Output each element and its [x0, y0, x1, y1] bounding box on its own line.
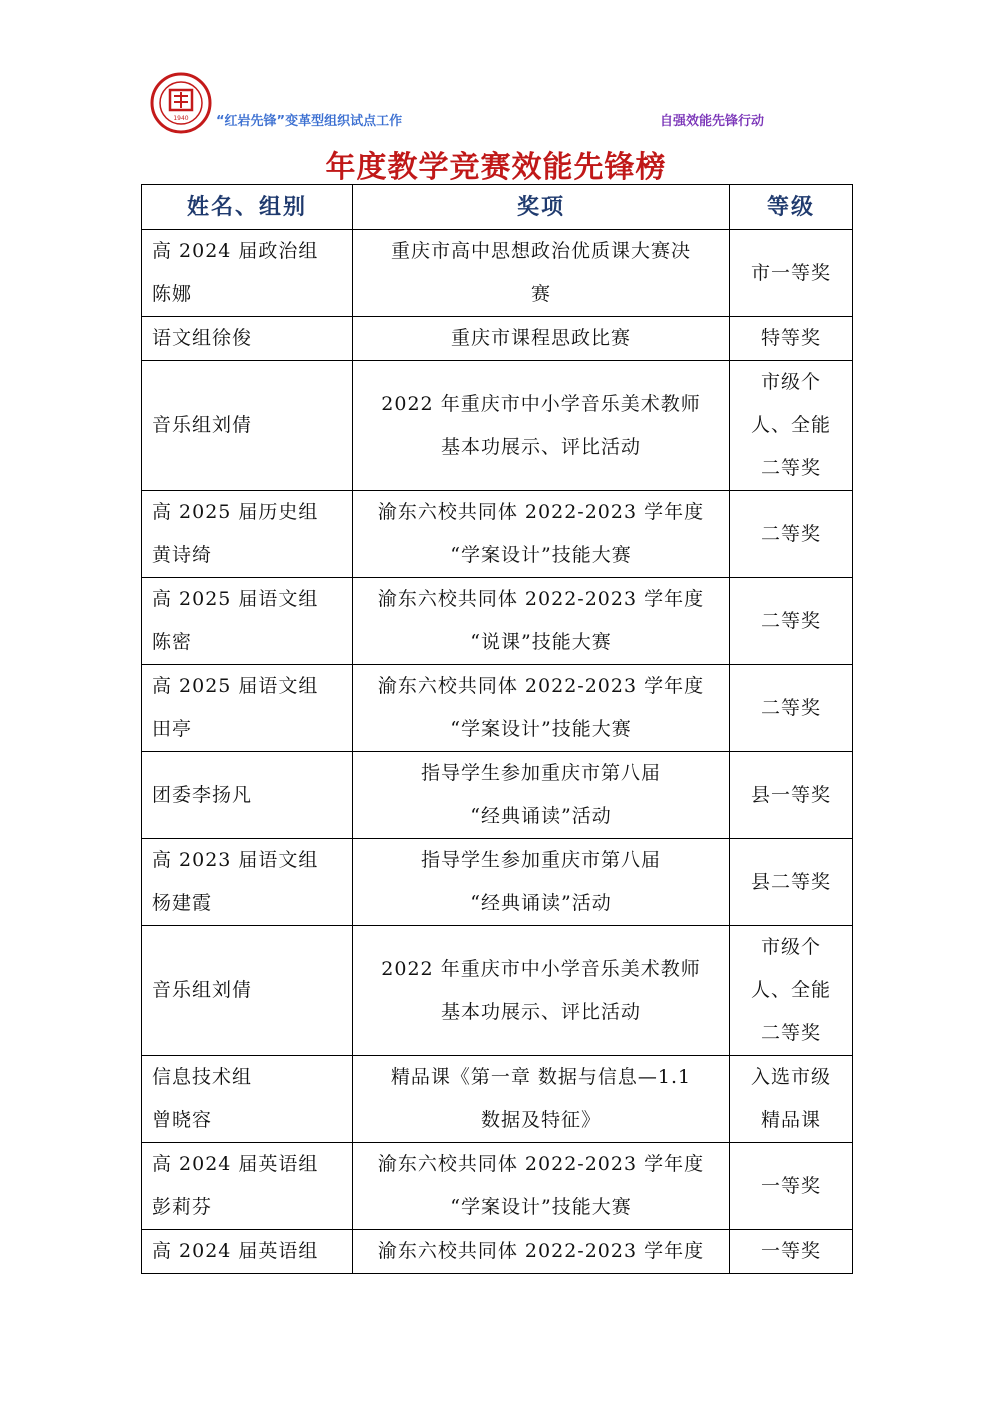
name-cell [142, 230, 353, 317]
award-cell-text: 渝东六校共同体 2022-2023 学年度 “学案设计”技能大赛 [377, 501, 705, 566]
table-row [142, 926, 853, 1056]
award-cell-text: 2022 年重庆市中小学音乐美术教师 基本功展示、评比活动 [381, 392, 701, 458]
name-cell-text: 音乐组刘倩 [152, 979, 253, 1001]
award-cell [353, 926, 730, 1056]
award-cell-text: 渝东六校共同体 2022-2023 学年度 “学案设计”技能大赛 [377, 675, 705, 740]
level-cell-text: 二等奖 [760, 696, 821, 719]
name-cell-text: 信息技术组 曾晓容 [152, 1066, 253, 1131]
award-cell [353, 665, 730, 752]
name-cell-text: 高 2023 届语文组 杨建霞 [152, 849, 319, 914]
header-right-text: 自强效能先锋行动 [660, 114, 765, 129]
column-header-level: 等级 [730, 185, 853, 230]
level-cell [730, 361, 853, 491]
level-cell [730, 752, 853, 839]
level-cell-text: 市级个 人、全能 二等奖 [750, 936, 831, 1044]
level-cell-text: 市一等奖 [750, 261, 831, 284]
award-cell [353, 1056, 730, 1143]
level-cell-text: 一等奖 [760, 1240, 821, 1262]
level-cell-text: 县二等奖 [750, 870, 831, 893]
name-cell-text: 高 2024 届政治组 陈娜 [152, 240, 319, 305]
school-logo-icon [150, 72, 212, 134]
column-header-award: 奖项 [353, 185, 730, 230]
name-cell-text: 语文组徐俊 [152, 327, 253, 349]
table-row [142, 839, 853, 926]
table-row [142, 230, 853, 317]
name-cell [142, 1056, 353, 1143]
table-row [142, 317, 853, 361]
name-cell [142, 578, 353, 665]
level-cell [730, 491, 853, 578]
name-cell [142, 491, 353, 578]
award-cell [353, 1230, 730, 1274]
award-cell-text: 指导学生参加重庆市第八届 “经典诵读”活动 [420, 762, 661, 827]
award-cell-text: 渝东六校共同体 2022-2023 学年度 [377, 1240, 705, 1262]
name-cell [142, 665, 353, 752]
name-cell-text: 高 2025 届历史组 黄诗绮 [152, 501, 319, 566]
award-cell-text: 渝东六校共同体 2022-2023 学年度 “学案设计”技能大赛 [377, 1153, 705, 1218]
table-row [142, 578, 853, 665]
name-cell-text: 高 2024 届英语组 [152, 1240, 319, 1262]
award-cell-text: 指导学生参加重庆市第八届 “经典诵读”活动 [420, 849, 661, 914]
level-cell [730, 230, 853, 317]
table-row [142, 752, 853, 839]
level-cell-text: 二等奖 [760, 522, 821, 545]
level-cell [730, 926, 853, 1056]
award-cell-text: 重庆市课程思政比赛 [450, 327, 631, 349]
award-cell [353, 839, 730, 926]
level-cell [730, 1230, 853, 1274]
table-row [142, 491, 853, 578]
award-cell-text: 2022 年重庆市中小学音乐美术教师 基本功展示、评比活动 [381, 957, 701, 1023]
name-cell [142, 317, 353, 361]
name-cell [142, 361, 353, 491]
level-cell-text: 特等奖 [760, 327, 821, 349]
table-row [142, 665, 853, 752]
table-row [142, 1143, 853, 1230]
level-cell-text: 市级个 人、全能 二等奖 [750, 371, 831, 479]
table-row [142, 1056, 853, 1143]
name-cell-text: 高 2024 届英语组 彭莉芬 [152, 1153, 319, 1218]
award-cell [353, 1143, 730, 1230]
level-cell [730, 317, 853, 361]
level-cell [730, 839, 853, 926]
award-cell-text: 重庆市高中思想政治优质课大赛决 赛 [390, 240, 691, 305]
name-cell-text: 音乐组刘倩 [152, 414, 253, 436]
award-cell [353, 491, 730, 578]
award-cell [353, 361, 730, 491]
name-cell-text: 团委李扬凡 [152, 783, 253, 806]
table-row [142, 361, 853, 491]
table-row [142, 1230, 853, 1274]
awards-table [141, 184, 853, 1274]
level-cell [730, 1143, 853, 1230]
level-cell-text: 县一等奖 [750, 783, 831, 806]
page-title: 年度教学竞赛效能先锋榜 [325, 150, 667, 185]
column-header-name: 姓名、组别 [142, 185, 353, 230]
level-cell-text: 入选市级 精品课 [750, 1066, 831, 1131]
name-cell [142, 1230, 353, 1274]
level-cell [730, 665, 853, 752]
name-cell-text: 高 2025 届语文组 陈密 [152, 588, 319, 653]
award-cell-text: 精品课《第一章 数据与信息—1.1 数据及特征》 [390, 1066, 692, 1131]
level-cell-text: 一等奖 [760, 1174, 821, 1197]
award-cell-text: 渝东六校共同体 2022-2023 学年度 “说课”技能大赛 [377, 588, 705, 653]
level-cell-text: 二等奖 [760, 609, 821, 632]
logo-year: 1940 [173, 115, 189, 122]
level-cell [730, 578, 853, 665]
award-cell [353, 578, 730, 665]
name-cell-text: 高 2025 届语文组 田亭 [152, 675, 319, 740]
level-cell [730, 1056, 853, 1143]
award-cell [353, 317, 730, 361]
table-header-row [142, 185, 853, 230]
name-cell [142, 752, 353, 839]
name-cell [142, 839, 353, 926]
award-cell [353, 752, 730, 839]
name-cell [142, 926, 353, 1056]
name-cell [142, 1143, 353, 1230]
header-left-text: “红岩先锋”变革型组织试点工作 [216, 114, 403, 129]
award-cell [353, 230, 730, 317]
